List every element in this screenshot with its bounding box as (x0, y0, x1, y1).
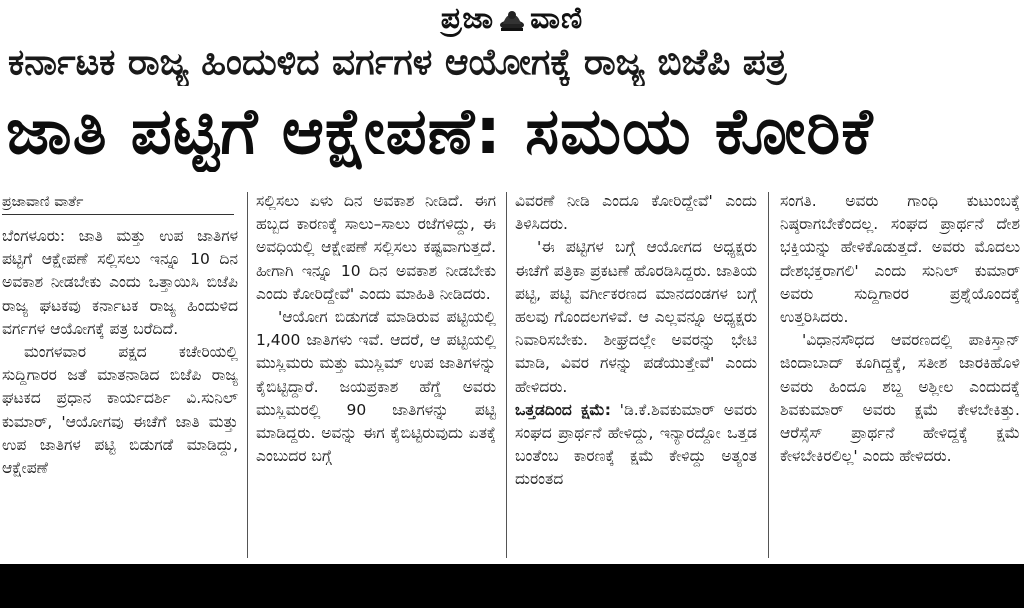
masthead (0, 0, 1024, 38)
paragraph (515, 399, 757, 492)
article-column-1 (2, 190, 238, 562)
article-column-2 (256, 190, 496, 562)
article-body (0, 190, 1024, 562)
byline: ಪ್ರಜಾವಾಣಿ ವಾರ್ತೆ (2, 194, 84, 210)
paragraph: ಮಂಗಳವಾರ ಪಕ್ಷದ ಕಚೇರಿಯಲ್ಲಿ ಸುದ್ದಿಗಾರರ ಜತೆ ಮಾತನಾಡಿದ ಬಿಜೆಪಿ ರಾಜ್ಯ ಘಟಕದ ಪ್ರಧಾನ ಕಾರ್ಯದರ್ಶಿ ವಿ.ಸುನಿಲ್ ಕುಮಾರ್, 'ಆಯೋಗವು ಈಚೆಗೆ ಜಾತಿ ಮತ್ತು ಉಪ ಜಾತಿಗಳ ಪಟ್ಟಿ ಬಿಡುಗಡೆ ಮಾಡಿದ್ದು, ಆಕ್ಷೇಪಣೆ (2, 343, 238, 478)
paragraph: 'ಆಯೋಗ ಬಿಡುಗಡೆ ಮಾಡಿರುವ ಪಟ್ಟಿಯಲ್ಲಿ 1,400 ಜಾತಿಗಳು ಇವೆ. ಆದರೆ, ಆ ಪಟ್ಟಿಯಲ್ಲಿ ಮುಸ್ಲಿಮರು ಮತ್ತು ಮುಸ್ಲಿಮ್ ಉಪ ಜಾತಿಗಳನ್ನು ಕೈಬಿಟ್ಟಿದ್ದಾರೆ. ಜಯಪ್ರಕಾಶ ಹೆಗ್ಡೆ ಅವರು ಮುಸ್ಲಿಮರಲ್ಲಿ 90 ಜಾತಿಗಳನ್ನು ಪಟ್ಟಿ ಮಾಡಿದ್ದರು. ಅವನ್ನು ಈಗ ಕೈಬಿಟ್ಟಿರುವುದು ಏತಕ್ಕೆ ಎಂಬುದರ ಬಗ್ಗೆ (256, 308, 496, 466)
kicker-headline: ಕರ್ನಾಟಕ ರಾಜ್ಯ ಹಿಂದುಳಿದ ವರ್ಗಗಳ ಆಯೋಗಕ್ಕೆ ರಾಜ್ಯ ಬಿಜೆಪಿ ಪತ್ರ (8, 42, 787, 83)
paragraph: ವಿವರಣೆ ನೀಡಿ ಎಂದೂ ಕೋರಿದ್ದೇವೆ' ಎಂದು ತಿಳಿಸಿದರು. (515, 192, 757, 234)
byline-rule (2, 214, 234, 215)
subheading: ಒತ್ತಡದಿಂದ ಕ್ಷಮೆ: (515, 400, 611, 419)
paragraph: 'ವಿಧಾನಸೌಧದ ಆವರಣದಲ್ಲಿ ಪಾಕಿಸ್ತಾನ್ ಜಿಂದಾಬಾದ್ ಕೂಗಿದ್ದಕ್ಕೆ, ಸತೀಶ ಜಾರಕಿಹೊಳಿ ಅವರು ಹಿಂದೂ ಶಬ್ದ ಅಶ್ಲೀಲ ಎಂದುದಕ್ಕೆ ಶಿವಕುಮಾರ್ ಅವರು ಕ್ಷಮೆ ಕೇಳಬೇಕಿತ್ತು. ಆರೆಸ್ಸೆಸ್ ಪ್ರಾರ್ಥನೆ ಹೇಳಿದ್ದಕ್ಕೆ ಕ್ಷಮೆ ಕೇಳಬೇಕಿರಲಿಲ್ಲ' ಎಂದು ಹೇಳಿದರು. (780, 331, 1020, 466)
paragraph: 'ಈ ಪಟ್ಟಿಗಳ ಬಗ್ಗೆ ಆಯೋಗದ ಅಧ್ಯಕ್ಷರು ಈಚೆಗೆ ಪತ್ರಿಕಾ ಪ್ರಕಟಣೆ ಹೊರಡಿಸಿದ್ದರು. ಜಾತಿಯ ಪಟ್ಟಿ, ಪಟ್ಟಿ ವರ್ಗೀಕರಣದ ಮಾನದಂಡಗಳ ಬಗ್ಗೆ ಹಲವು ಗೊಂದಲಗಳಿವೆ. ಆ ಎಲ್ಲವನ್ನೂ ಅಧ್ಯಕ್ಷರು ನಿವಾರಿಸಬೇಕು. ಶೀಘ್ರದಲ್ಲೇ ಅವರನ್ನು ಭೇಟಿ ಮಾಡಿ, ವಿವರ ಗಳನ್ನು ಪಡೆಯುತ್ತೇವೆ' ಎಂದು ಹೇಳಿದರು. (515, 238, 757, 396)
bottom-black-bar (0, 564, 1024, 608)
paragraph: ಸಂಗತಿ. ಅವರು ಗಾಂಧಿ ಕುಟುಂಬಕ್ಕೆ ನಿಷ್ಠರಾಗಬೇಕೆಂದಲ್ಲ. ಸಂಘದ ಪ್ರಾರ್ಥನೆ ದೇಶ ಭಕ್ತಿಯನ್ನು ಹೇಳಿಕೊಡುತ್ತದೆ. ಅವರು ಮೊದಲು ದೇಶಭಕ್ತರಾಗಲಿ' ಎಂದು ಸುನಿಲ್ ಕುಮಾರ್ ಅವರು ಸುದ್ದಿಗಾರರ ಪ್ರಶ್ನೆಯೊಂದಕ್ಕೆ ಉತ್ತರಿಸಿದರು. (780, 192, 1020, 327)
newspaper-logo (441, 0, 583, 38)
paragraph-text: 'ಡಿ.ಕೆ.ಶಿವಕುಮಾರ್ ಅವರು ಸಂಘದ ಪ್ರಾರ್ಥನೆ ಹೇಳಿದ್ದು, ಇನ್ಯಾರದ್ದೋ ಒತ್ತಡ ಬಂತೆಂಬ ಕಾರಣಕ್ಕೆ ಕ್ಷಮೆ ಕೇಳಿದ್ದು ಅತ್ಯಂತ ದುರಂತದ (515, 400, 757, 489)
logo-text-right: ವಾಣಿ (530, 1, 584, 36)
article-column-3 (515, 190, 757, 562)
lion-emblem-icon (498, 6, 526, 32)
logo-text-left: ಪ್ರಜಾ (440, 1, 495, 36)
paragraph: ಸಲ್ಲಿಸಲು ಏಳು ದಿನ ಅವಕಾಶ ನೀಡಿದೆ. ಈಗ ಹಬ್ಬದ ಕಾರಣಕ್ಕೆ ಸಾಲು–ಸಾಲು ರಜೆಗಳಿದ್ದು, ಈ ಅವಧಿಯಲ್ಲಿ ಆಕ್ಷೇಪಣೆ ಸಲ್ಲಿಸಲು ಕಷ್ಟವಾಗುತ್ತದೆ. ಹೀಗಾಗಿ ಇನ್ನೂ 10 ದಿನ ಅವಕಾಶ ನೀಡಬೇಕು ಎಂದು ಕೋರಿದ್ದೇವೆ' ಎಂದು ಮಾಹಿತಿ ನೀಡಿದರು. (256, 192, 496, 303)
main-headline: ಜಾತಿ ಪಟ್ಟಿಗೆ ಆಕ್ಷೇಪಣೆ: ಸಮಯ ಕೋರಿಕೆ (6, 95, 874, 169)
article-column-4 (780, 190, 1020, 562)
paragraph: ಬೆಂಗಳೂರು: ಜಾತಿ ಮತ್ತು ಉಪ ಜಾತಿಗಳ ಪಟ್ಟಿಗೆ ಆಕ್ಷೇಪಣೆ ಸಲ್ಲಿಸಲು ಇನ್ನೂ 10 ದಿನ ಅವಕಾಶ ನೀಡಬೇಕು ಎಂದು ಒತ್ತಾಯಿಸಿ ಬಿಜೆಪಿ ರಾಜ್ಯ ಘಟಕವು ಕರ್ನಾಟಕ ರಾಜ್ಯ ಹಿಂದುಳಿದ ವರ್ಗಗಳ ಆಯೋಗಕ್ಕೆ ಪತ್ರ ಬರೆದಿದೆ. (2, 227, 238, 338)
